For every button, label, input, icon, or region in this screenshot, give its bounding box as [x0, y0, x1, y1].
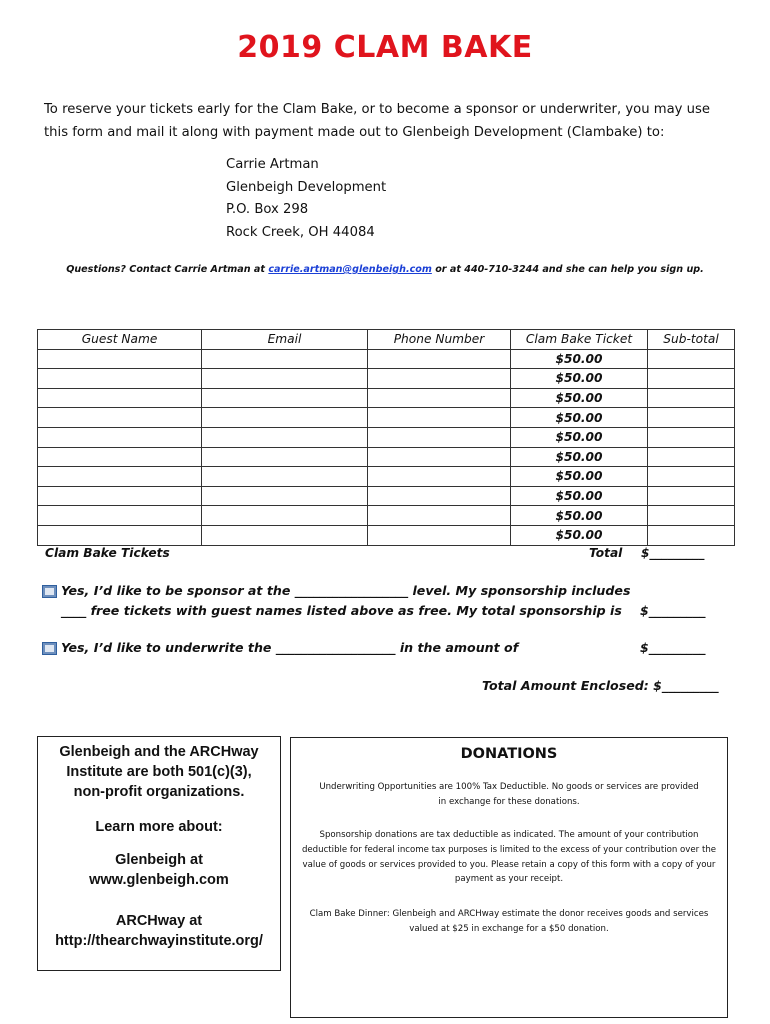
questions-prefix: Questions? Contact Carrie Artman at [66, 264, 269, 275]
sponsor-checkbox[interactable] [42, 585, 57, 598]
guest-name-cell[interactable] [38, 506, 202, 526]
address-line: Carrie Artman [226, 157, 319, 172]
ticket-price-cell: $50.00 [511, 467, 648, 487]
email-cell[interactable] [202, 349, 368, 369]
total-label: Total [589, 546, 623, 560]
guest-name-cell[interactable] [38, 486, 202, 506]
page-title: 2019 CLAM BAKE [237, 30, 533, 65]
table-row [38, 349, 735, 369]
ticket-price-cell: $50.00 [511, 388, 648, 408]
address-line: P.O. Box 298 [226, 202, 309, 217]
subtotal-cell[interactable] [648, 388, 735, 408]
email-cell[interactable] [202, 467, 368, 487]
phone-cell[interactable] [368, 525, 511, 545]
phone-cell[interactable] [368, 408, 511, 428]
header-ticket: Clam Bake Ticket [511, 330, 648, 350]
header-subtotal: Sub-total [648, 330, 735, 350]
table-row [38, 506, 735, 526]
archway-link[interactable]: ARCHway at http://thearchwayinstitute.org/ [55, 913, 263, 949]
info-box [37, 736, 281, 971]
ticket-price-cell: $50.00 [511, 408, 648, 428]
subtotal-cell[interactable] [648, 349, 735, 369]
ticket-price-cell: $50.00 [511, 427, 648, 447]
sponsor-line-2: ____ free tickets with guest names listed above as free. My total sponsorship is [61, 603, 622, 618]
guest-table [37, 329, 735, 546]
email-cell[interactable] [202, 408, 368, 428]
nonprofit-note: Glenbeigh and the ARCHway Institute are both 501(c)(3), non-profit organizations. [59, 744, 259, 800]
email-cell[interactable] [202, 388, 368, 408]
table-row [38, 525, 735, 545]
phone-cell[interactable] [368, 388, 511, 408]
subtotal-cell[interactable] [648, 525, 735, 545]
table-header-row [38, 330, 735, 350]
table-row [38, 369, 735, 389]
guest-name-cell[interactable] [38, 525, 202, 545]
email-cell[interactable] [202, 427, 368, 447]
subtotal-cell[interactable] [648, 427, 735, 447]
table-row [38, 408, 735, 428]
ticket-price-cell: $50.00 [511, 447, 648, 467]
table-row [38, 427, 735, 447]
subtotal-cell[interactable] [648, 467, 735, 487]
ticket-price-cell: $50.00 [511, 506, 648, 526]
learn-more-heading: Learn more about: [95, 819, 223, 835]
table-row [38, 388, 735, 408]
table-row [38, 447, 735, 467]
guest-name-cell[interactable] [38, 447, 202, 467]
ticket-price-cell: $50.00 [511, 349, 648, 369]
header-phone: Phone Number [368, 330, 511, 350]
header-guest-name: Guest Name [38, 330, 202, 350]
subtotal-cell[interactable] [648, 408, 735, 428]
guest-name-cell[interactable] [38, 369, 202, 389]
underwrite-line: Yes, I’d like to underwrite the ___________________ in the amount of [61, 640, 519, 655]
contact-email-link[interactable]: carrie.artman@glenbeigh.com [268, 264, 432, 275]
ticket-price-cell: $50.00 [511, 525, 648, 545]
email-cell[interactable] [202, 369, 368, 389]
subtotal-cell[interactable] [648, 486, 735, 506]
glenbeigh-link[interactable]: Glenbeigh at www.glenbeigh.com [89, 852, 229, 888]
donations-box [290, 737, 728, 1018]
email-cell[interactable] [202, 447, 368, 467]
intro-text: To reserve your tickets early for the Clam Bake, or to become a sponsor or underwriter, you may use this form and mail it along with payment made out to Glenbeigh Development (Clambake) to: [44, 102, 711, 140]
phone-cell[interactable] [368, 506, 511, 526]
guest-name-cell[interactable] [38, 408, 202, 428]
phone-cell[interactable] [368, 467, 511, 487]
questions-line [0, 264, 770, 275]
ticket-price-cell: $50.00 [511, 369, 648, 389]
guest-name-cell[interactable] [38, 349, 202, 369]
email-cell[interactable] [202, 525, 368, 545]
donations-paragraph-2: Sponsorship donations are tax deductible as indicated. The amount of your contribution deductible for federal income tax purposes is limited to the excess of your contribution over the value of goods or services provided to you. Please retain a copy of this form with a copy of your payment as your receipt. [301, 830, 717, 885]
donations-paragraph-1: Underwriting Opportunities are 100% Tax Deductible. No goods or services are provided in exchange for these donations. [319, 782, 699, 807]
questions-suffix: or at 440-710-3244 and she can help you sign up. [431, 264, 704, 275]
email-cell[interactable] [202, 506, 368, 526]
address-line: Rock Creek, OH 44084 [226, 224, 375, 240]
guest-name-cell[interactable] [38, 467, 202, 487]
sponsor-line-1: Yes, I’d like to be sponsor at the __________________ level. My sponsorship includes [61, 583, 631, 598]
mailing-address [226, 154, 386, 244]
underwrite-amount-field[interactable]: $_________ [640, 640, 706, 655]
guest-name-cell[interactable] [38, 388, 202, 408]
table-row [38, 467, 735, 487]
tickets-label: Clam Bake Tickets [45, 546, 170, 560]
sponsor-amount-field[interactable]: $_________ [640, 603, 706, 618]
underwrite-checkbox[interactable] [42, 642, 57, 655]
phone-cell[interactable] [368, 349, 511, 369]
subtotal-cell[interactable] [648, 447, 735, 467]
subtotal-cell[interactable] [648, 369, 735, 389]
email-cell[interactable] [202, 486, 368, 506]
subtotal-cell[interactable] [648, 506, 735, 526]
total-enclosed[interactable]: Total Amount Enclosed: $_________ [482, 678, 719, 693]
ticket-price-cell: $50.00 [511, 486, 648, 506]
phone-cell[interactable] [368, 447, 511, 467]
address-line: Glenbeigh Development [226, 179, 387, 195]
header-email: Email [202, 330, 368, 350]
phone-cell[interactable] [368, 486, 511, 506]
donations-paragraph-3: Clam Bake Dinner: Glenbeigh and ARCHway estimate the donor receives goods and services valued at $25 in exchange for a $50 donation. [309, 909, 709, 934]
phone-cell[interactable] [368, 369, 511, 389]
table-row [38, 486, 735, 506]
phone-cell[interactable] [368, 427, 511, 447]
total-amount-field[interactable]: $_________ [641, 546, 705, 560]
donations-heading: DONATIONS [460, 746, 558, 762]
guest-name-cell[interactable] [38, 427, 202, 447]
